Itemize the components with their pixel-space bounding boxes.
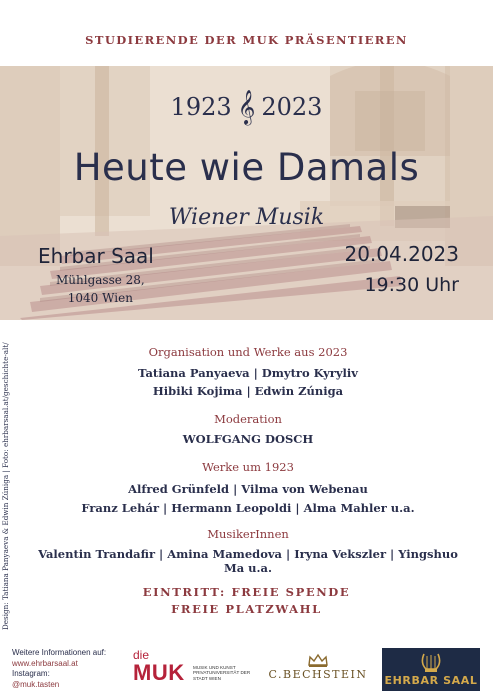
event-title: Heute wie Damals [73, 146, 420, 189]
address-street: Mühlgasse 28, [56, 273, 145, 287]
musicians-heading: MusikerInnen [207, 527, 289, 541]
works-heading: Werke um 1923 [202, 460, 294, 474]
muk-logo-big-text: MUK [133, 660, 185, 685]
organisation-line-2: Hibiki Kojima | Edwin Zúniga [152, 384, 344, 398]
instagram-link[interactable]: @muk.tasten [12, 679, 60, 689]
address-city: 1040 Wien [67, 291, 133, 305]
musicians-line: Valentin Trandafir | Amina Mamedova | Iryna Vekszler | Yingshuo Ma u.a. [38, 547, 458, 575]
crown-icon [307, 652, 329, 668]
treble-clef-icon: 𝄞 [237, 90, 256, 125]
ehrbar-saal-logo [382, 648, 480, 691]
works-line-1: Alfred Grünfeld | Vilma von Webenau [128, 482, 368, 496]
muk-logo-description: MUSIK UND KUNST PRIVATUNIVERSITÄT DER STADT WIEN [193, 665, 251, 681]
organisation-line-1: Tatiana Panyaeva | Dmytro Kyryliv [138, 366, 358, 380]
admission-line-1: EINTRITT: FREIE SPENDE [142, 585, 351, 599]
info-label: Weitere Informationen auf: [12, 648, 107, 657]
bechstein-name: C.BECHSTEIN [268, 668, 368, 681]
venue-name: Ehrbar Saal [38, 244, 154, 268]
ehrbar-saal-name: EHRBAR SAAL [384, 674, 478, 687]
years-heading [0, 88, 493, 123]
bechstein-logo [268, 652, 368, 688]
event-time: 19:30 Uhr [364, 274, 459, 296]
works-line-2: Franz Lehár | Hermann Leopoldi | Alma Mahler u.a. [81, 501, 415, 515]
design-photo-credits: Design: Tatiana Panyaeva & Edwin Zúniga | Foto: ehrbarsaal.at/geschichte-alt/ [1, 342, 10, 630]
event-date: 20.04.2023 [344, 242, 459, 266]
year-end: 2023 [261, 93, 323, 121]
organisation-heading: Organisation und Werke aus 2023 [148, 345, 348, 359]
muk-logo [133, 648, 253, 688]
moderation-name: WOLFGANG DOSCH [182, 432, 314, 446]
lyre-icon [418, 651, 444, 675]
year-start: 1923 [170, 93, 232, 121]
presenter-line: STUDIERENDE DER MUK PRÄSENTIEREN [85, 33, 408, 47]
instagram-label: Instagram: [12, 669, 50, 678]
event-subtitle: Wiener Musik [168, 205, 325, 230]
moderation-heading: Moderation [214, 412, 282, 426]
footer-info [12, 648, 106, 690]
admission-line-2: FREIE PLATZWAHL [171, 602, 322, 616]
venue-address [56, 271, 145, 307]
muk-logo-small-text: die [133, 648, 150, 662]
website-link[interactable]: www.ehrbarsaal.at [12, 658, 78, 668]
